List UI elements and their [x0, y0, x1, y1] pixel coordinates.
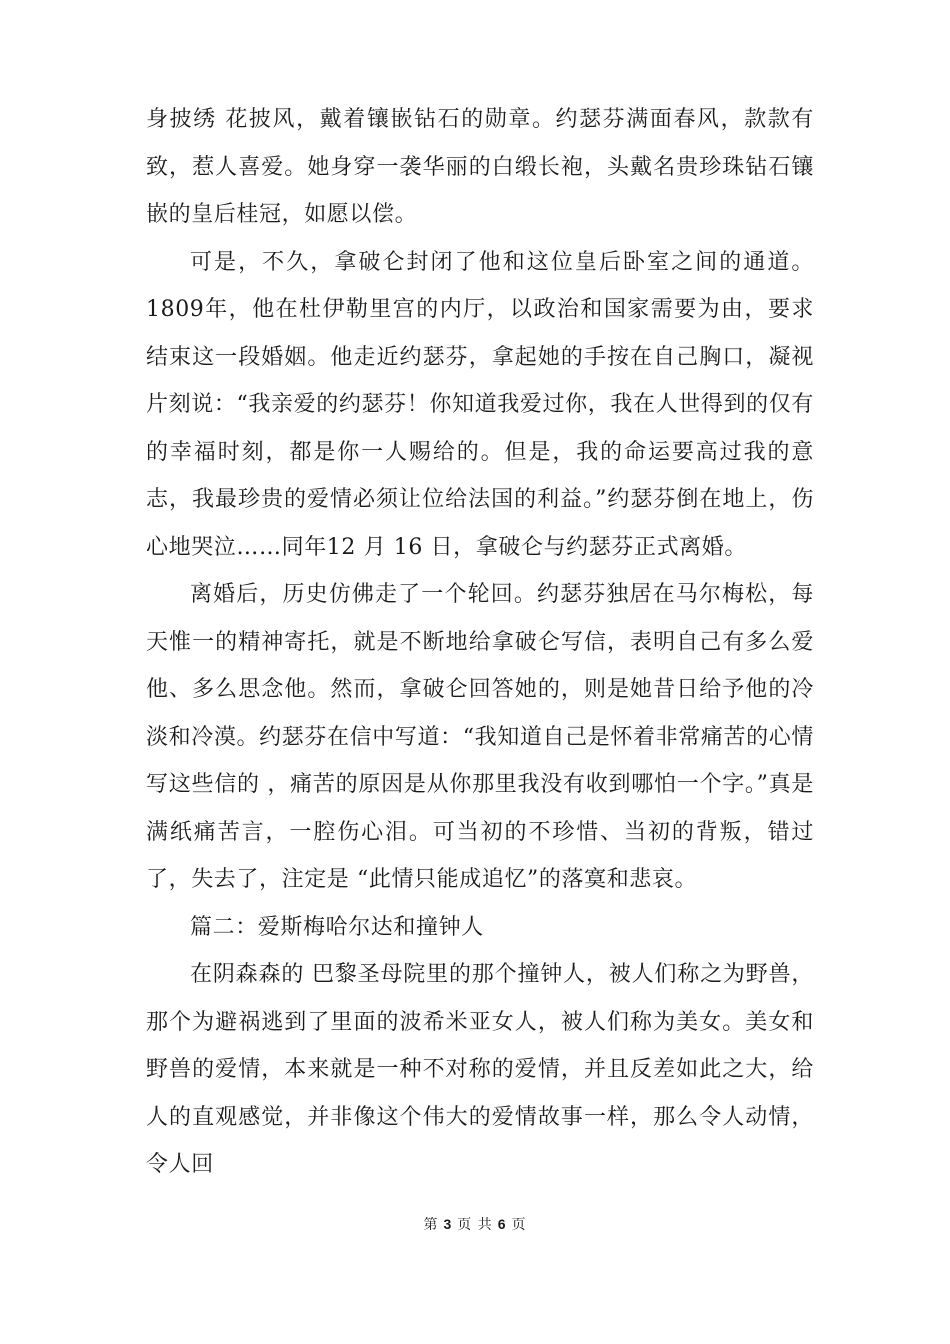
section-heading: 篇二：爱斯梅哈尔达和撞钟人: [190, 914, 484, 940]
footer-suffix: 页: [511, 1217, 527, 1233]
page-footer: [0, 1214, 950, 1235]
paragraph-bell-ringer: 在阴森森的 巴黎圣母院里的那个撞钟人，被人们称之为野兽，那个为避祸逃到了里面的波希米亚女人，被人们称为美女。美女和野兽的爱情，本来就是一种不对称的爱情，并且反差如此之大，给人的直观感觉，并非像这个伟大的爱情故事一样，那么令人动情，令人回: [146, 962, 814, 1177]
paragraph-divorce: 可是，不久，拿破仑封闭了他和这位皇后卧室之间的通道。1809年，他在杜伊勒里宫的内厅，以政治和国家需要为由，要求结束这一段婚姻。他走近约瑟芬，拿起她的手按在自己胸口，凝视片刻说：“我亲爱的约瑟芬！你知道我爱过你，我在人世得到的仅有的幸福时刻，都是你一人赐给的。但是，我的命运要高过我的意志，我最珍贵的爱情必须让位给法国的利益。”约瑟芬倒在地上，伤心地哭泣……同年12 月 16 日，拿破仑与约瑟芬正式离婚。: [146, 249, 814, 560]
paragraph-after-divorce: 离婚后，历史仿佛走了一个轮回。约瑟芬独居在马尔梅松，每天惟一的精神寄托，就是不断地给拿破仑写信，表明自己有多么爱他、多么思念他。然而，拿破仑回答她的，则是她昔日给予他的冷淡和冷漠。约瑟芬在信中写道：“我知道自己是怀着非常痛苦的心情写这些信的 ，痛苦的原因是从你那里我没有收到哪怕一个字。”真是满纸痛苦言，一腔伤心泪。可当初的不珍惜、当初的背叛，错过了，失去了，注定是 “此情只能成追忆”的落寞和悲哀。: [146, 582, 814, 892]
paragraph-coronation: 身披绣 花披风，戴着镶嵌钻石的勋章。约瑟芬满面春风，款款有致，惹人喜爱。她身穿一袭华丽的白缎长袍，头戴名贵珍珠钻石镶嵌的皇后桂冠，如愿以偿。: [146, 107, 814, 227]
footer-middle: 页 共: [457, 1217, 493, 1233]
footer-prefix: 第: [423, 1217, 439, 1233]
footer-page-total: 6: [497, 1216, 507, 1232]
footer-page-number: 3: [443, 1216, 453, 1232]
page-body: [146, 96, 814, 1189]
